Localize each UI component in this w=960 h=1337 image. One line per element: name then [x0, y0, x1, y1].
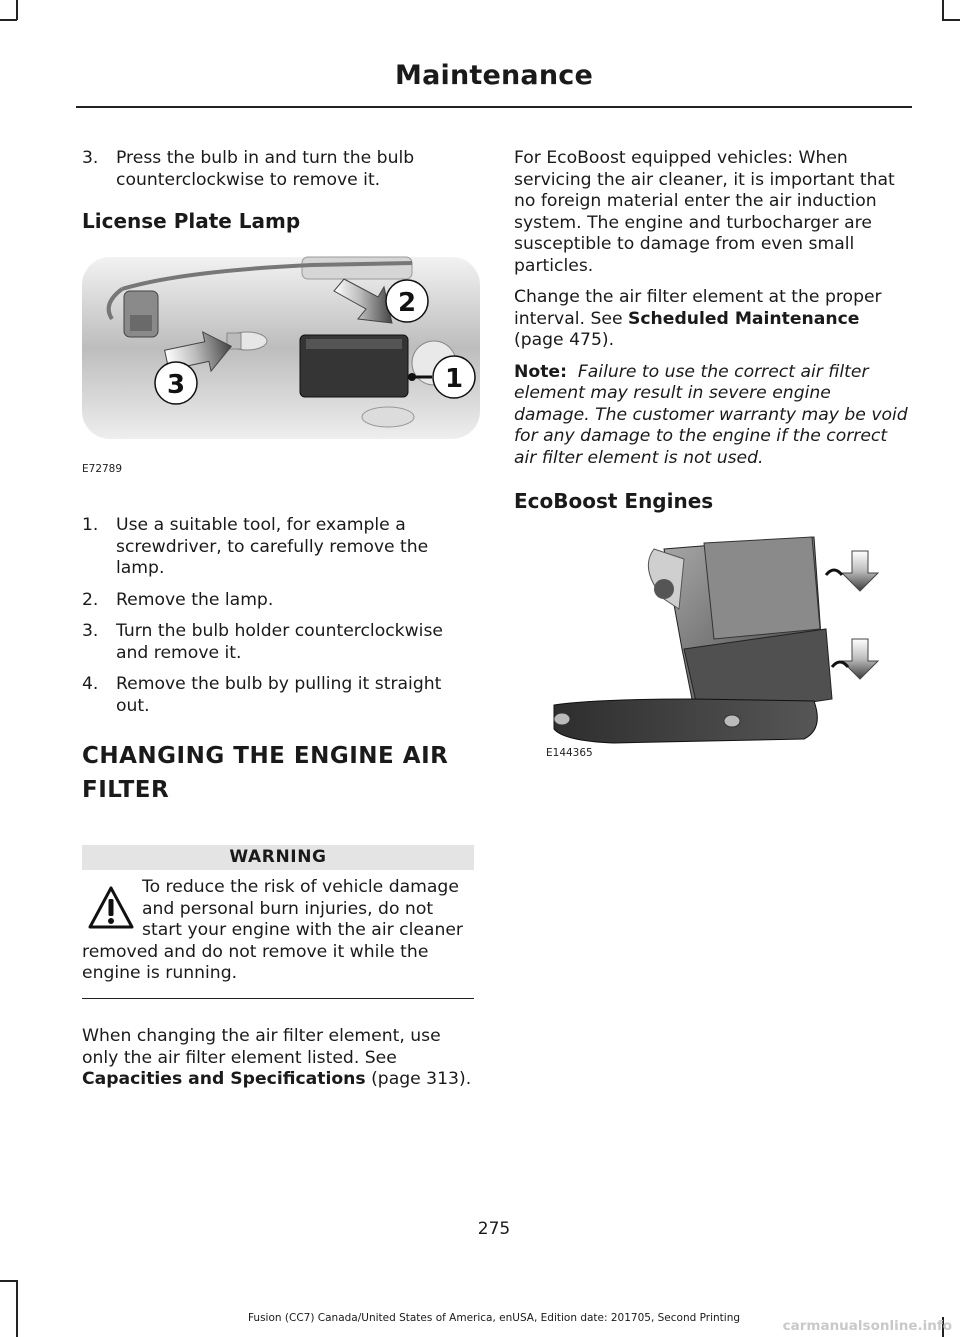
- air-filter-illustration: [514, 529, 910, 759]
- interval-paragraph: [514, 287, 910, 352]
- warning-label: WARNING: [82, 845, 474, 870]
- crop-mark: [0, 1280, 17, 1282]
- step-text: Press the bulb in and turn the bulb counterclockwise to remove it.: [116, 148, 415, 190]
- paragraph-text: Change the air filter element at the proper interval. See: [514, 287, 882, 329]
- license-plate-illustration: [82, 249, 480, 449]
- paragraph-text: (page 313).: [365, 1069, 472, 1089]
- warning-body: [82, 877, 474, 985]
- ecoboost-paragraph: For EcoBoost equipped vehicles: When servicing the air cleaner, it is important that no foreign material enter the air induction system. The engine and turbocharger are susceptible to damage from even small particles.: [514, 148, 895, 276]
- header-rule: [76, 106, 912, 108]
- crop-mark: [0, 19, 17, 21]
- list-item: [82, 590, 474, 612]
- right-column: [514, 148, 910, 779]
- crop-mark: [942, 19, 960, 21]
- section-heading-line: CHANGING THE ENGINE AIR: [82, 743, 449, 769]
- license-plate-heading: License Plate Lamp: [82, 209, 301, 233]
- section-heading-line: FILTER: [82, 777, 170, 803]
- step-number: 4.: [82, 674, 99, 694]
- list-item: [82, 674, 474, 717]
- list-item: [82, 515, 474, 580]
- license-plate-steps: [82, 515, 474, 717]
- step-list-continued: [82, 148, 474, 191]
- air-filter-figure: [514, 529, 910, 779]
- step-text: Remove the bulb by pulling it straight out.: [116, 674, 442, 716]
- watermark: carmanualsonline.info: [782, 1318, 952, 1334]
- page-title: Maintenance: [395, 60, 593, 91]
- crop-mark: [16, 1280, 18, 1337]
- capacities-link[interactable]: Capacities and Specifications: [82, 1069, 366, 1089]
- note-text: Failure to use the correct air filter element may result in severe engine damage. The customer warranty may be void for any damage to the engine if the correct air filter element is not used.: [514, 361, 908, 468]
- page-number: 275: [477, 1219, 511, 1239]
- callout-2: 2: [397, 288, 417, 318]
- warning-text: To reduce the risk of vehicle damage and personal burn injuries, do not start your engine with the air cleaner removed and do not remove it while the engine is running.: [82, 877, 463, 983]
- license-plate-figure: [82, 249, 480, 487]
- warning-box: [82, 845, 474, 999]
- crop-mark: [16, 0, 18, 20]
- step-number: 2.: [82, 589, 99, 610]
- figure-code: E144365: [546, 747, 593, 759]
- scheduled-maintenance-link[interactable]: Scheduled Maintenance: [627, 308, 860, 329]
- section-heading: [82, 739, 474, 807]
- warning-rule: [82, 998, 474, 1000]
- warning-triangle-icon: [88, 885, 134, 931]
- list-item: [82, 148, 474, 191]
- callout-1: 1: [444, 364, 464, 394]
- figure-code: E72789: [82, 463, 123, 475]
- left-column: [82, 148, 474, 1091]
- step-text: Remove the lamp.: [116, 589, 274, 610]
- note-label: Note:: [514, 361, 567, 382]
- callout-3: 3: [166, 370, 186, 400]
- ecoboost-heading: EcoBoost Engines: [514, 489, 714, 513]
- step-text: Turn the bulb holder counterclockwise and remove it.: [116, 621, 443, 663]
- list-item: [82, 621, 474, 664]
- note-paragraph: [514, 362, 910, 470]
- step-number: 1.: [82, 515, 99, 535]
- step-text: Use a suitable tool, for example a screwdriver, to carefully remove the lamp.: [116, 515, 429, 578]
- step-number: 3.: [82, 148, 99, 168]
- footer-text: Fusion (CC7) Canada/United States of America, enUSA, Edition date: 201705, Second Printing: [247, 1312, 741, 1324]
- paragraph-text: (page 475).: [514, 330, 615, 350]
- filter-element-paragraph: [82, 1026, 474, 1091]
- crop-mark: [942, 0, 944, 20]
- step-number: 3.: [82, 621, 99, 641]
- paragraph-text: When changing the air filter element, use only the air filter element listed. See: [82, 1026, 441, 1068]
